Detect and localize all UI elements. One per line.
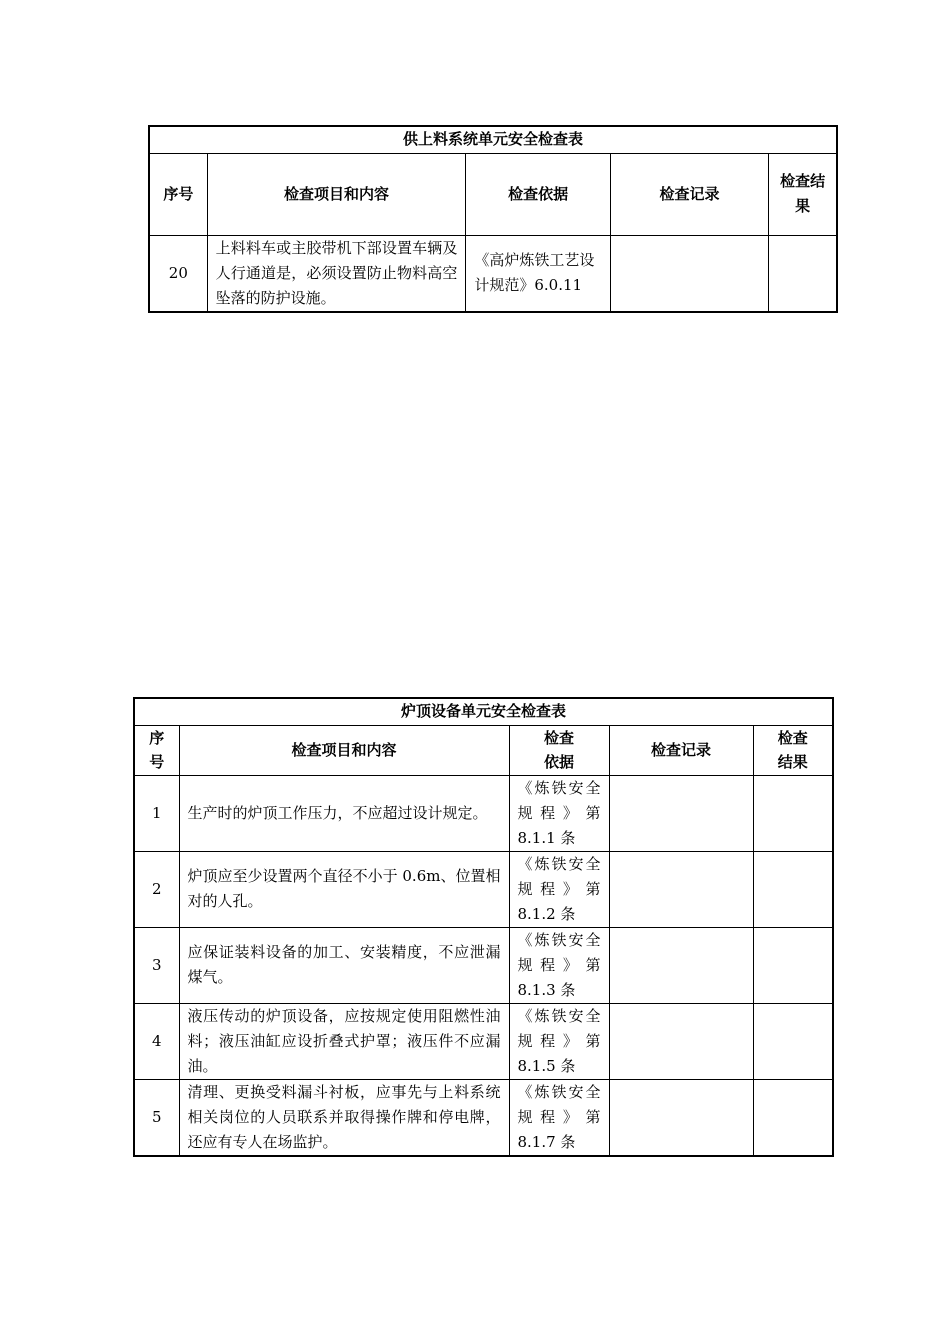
row-result-cell[interactable] <box>753 1079 833 1156</box>
header-basis-line2: 依据 <box>543 753 574 771</box>
row-basis <box>509 775 609 851</box>
row-content: 液压传动的炉顶设备，应按规定使用阻燃性油料；液压油缸应设折叠式护罩；液压件不应漏油。 <box>179 1003 509 1079</box>
table-row <box>149 235 837 312</box>
basis-line: 《炼铁安全 <box>517 778 601 797</box>
header-basis-line1: 检查 <box>543 729 574 747</box>
table-title: 供上料系统单元安全检查表 <box>149 126 837 153</box>
basis-line: 8.1.3 条 <box>517 980 576 999</box>
basis-line: 8.1.2 条 <box>517 904 576 923</box>
row-basis <box>509 851 609 927</box>
table-row <box>134 1003 833 1079</box>
row-content: 炉顶应至少设置两个直径不小于 0.6m、位置相对的人孔。 <box>179 851 509 927</box>
header-item: 检查项目和内容 <box>179 725 509 775</box>
row-result-cell[interactable] <box>753 851 833 927</box>
table-row <box>134 851 833 927</box>
row-content: 生产时的炉顶工作压力，不应超过设计规定。 <box>179 775 509 851</box>
row-record-cell[interactable] <box>609 927 753 1003</box>
row-record-cell[interactable] <box>609 851 753 927</box>
basis-line: 《炼铁安全 <box>517 854 601 873</box>
basis-line: 规 程 》 第 <box>517 955 601 974</box>
basis-line: 8.1.5 条 <box>517 1056 576 1075</box>
row-number: 4 <box>134 1003 179 1079</box>
row-content: 清理、更换受料漏斗衬板，应事先与上料系统相关岗位的人员联系并取得操作牌和停电牌，还应有专人在场监护。 <box>179 1079 509 1156</box>
basis-line: 《炼铁安全 <box>517 1006 601 1025</box>
row-result-cell[interactable] <box>753 775 833 851</box>
header-basis: 检查依据 <box>466 153 610 235</box>
basis-line: 规 程 》 第 <box>517 1031 601 1050</box>
header-record: 检查记录 <box>609 725 753 775</box>
header-record: 检查记录 <box>610 153 768 235</box>
table-row <box>134 927 833 1003</box>
basis-line: 规 程 》 第 <box>517 803 601 822</box>
row-number: 5 <box>134 1079 179 1156</box>
row-record-cell[interactable] <box>610 235 768 312</box>
row-basis: 《高炉炼铁工艺设计规范》6.0.11 <box>466 235 610 312</box>
basis-line: 规 程 》 第 <box>517 1107 601 1126</box>
header-result: 检查结果 <box>769 153 837 235</box>
row-result-cell[interactable] <box>769 235 837 312</box>
header-seq: 序号 <box>134 725 179 775</box>
row-number: 20 <box>149 235 207 312</box>
header-item: 检查项目和内容 <box>207 153 466 235</box>
header-result-line2: 结果 <box>777 753 808 771</box>
table-row <box>134 1079 833 1156</box>
table-title: 炉顶设备单元安全检查表 <box>134 698 833 725</box>
header-result <box>753 725 833 775</box>
basis-line: 8.1.7 条 <box>517 1132 576 1151</box>
header-basis <box>509 725 609 775</box>
row-record-cell[interactable] <box>609 1079 753 1156</box>
row-number: 3 <box>134 927 179 1003</box>
row-content: 上料料车或主胶带机下部设置车辆及人行通道是，必须设置防止物料高空坠落的防护设施。 <box>207 235 466 312</box>
basis-line: 规 程 》 第 <box>517 879 601 898</box>
row-number: 1 <box>134 775 179 851</box>
basis-line: 《炼铁安全 <box>517 930 601 949</box>
table-row <box>134 775 833 851</box>
row-result-cell[interactable] <box>753 927 833 1003</box>
row-record-cell[interactable] <box>609 1003 753 1079</box>
feeding-system-check-table <box>148 125 838 313</box>
row-basis <box>509 927 609 1003</box>
header-seq: 序号 <box>149 153 207 235</box>
furnace-top-equipment-check-table <box>133 697 834 1157</box>
basis-line: 《炼铁安全 <box>517 1082 601 1101</box>
header-result-line1: 检查 <box>777 729 808 747</box>
row-number: 2 <box>134 851 179 927</box>
row-record-cell[interactable] <box>609 775 753 851</box>
row-result-cell[interactable] <box>753 1003 833 1079</box>
row-basis <box>509 1003 609 1079</box>
row-content: 应保证装料设备的加工、安装精度，不应泄漏煤气。 <box>179 927 509 1003</box>
row-basis <box>509 1079 609 1156</box>
basis-line: 8.1.1 条 <box>517 828 576 847</box>
